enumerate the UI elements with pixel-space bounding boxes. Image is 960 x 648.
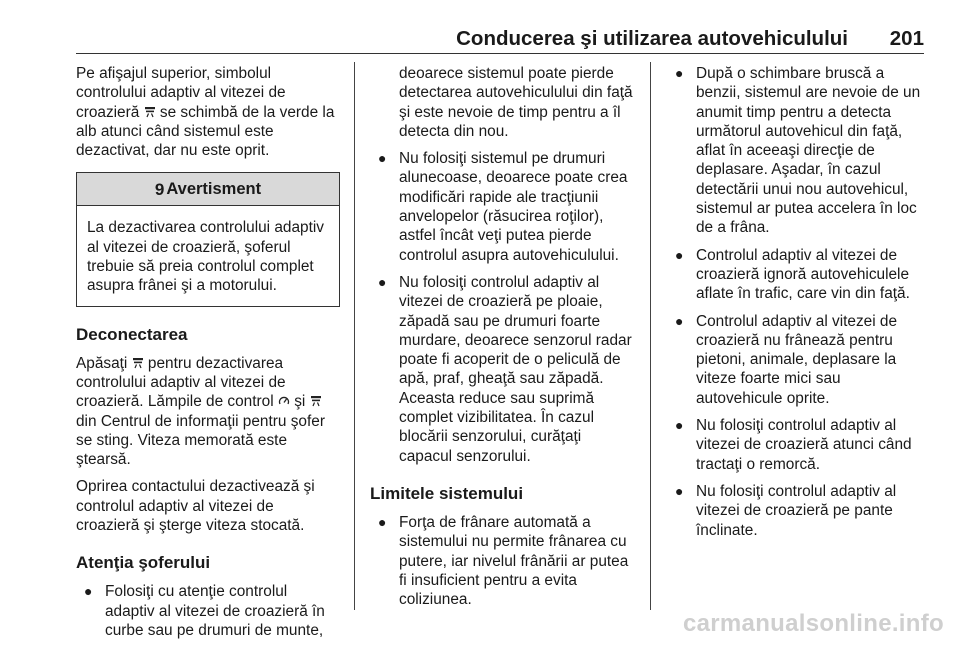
column-1 xyxy=(76,64,340,648)
list-item: ● Nu folosiţi controlul adaptiv al vitezei de croazieră pe ploaie, zăpadă sau pe drumuri foarte murdare, deoarece senzorul radar poate fi acoperit de o peliculă de apă, praf, gheaţă sau zăpadă. Aceasta reduce sau suprimă complet vizibilitatea. În cazul blocării senzorului, curăţaţi capacul senzorului. xyxy=(378,273,632,465)
deconectarea-paragraph: Apăsaţi pentru dezactivarea controlului adaptiv al vitezei de croazieră. Lămpile de control şi din Centrul de informaţii pentru şofer se sting. Viteza memorată este ştearsă. xyxy=(76,354,325,469)
cruise-control-speedometer-icon xyxy=(278,395,290,407)
column-3 xyxy=(667,64,929,548)
header-rule xyxy=(76,53,924,54)
column-divider xyxy=(650,62,651,610)
section-heading-limitele: Limitele sistemului xyxy=(370,483,524,503)
list-item: ● Folosiţi cu atenţie controlul adaptiv al vitezei de croazieră în curbe sau pe drumuri de munte, xyxy=(84,583,325,639)
column-divider xyxy=(354,62,355,610)
page-header xyxy=(0,0,960,54)
list-item-continuation: deoarece sistemul poate pierde detectarea autovehiculului din faţă şi este nevoie de timp pentru a îl detecta din nou. xyxy=(399,65,633,140)
warning-body: La dezactivarea controlului adaptiv al vitezei de croazieră, şoferul trebuie să preia controlul complet asupra frânei şi a motorului. xyxy=(87,219,324,295)
warning-box xyxy=(76,172,340,306)
list-item: ● Nu folosiţi controlul adaptiv al vitezei de croazieră pe pante înclinate. xyxy=(675,482,897,539)
warning-title: Avertisment xyxy=(166,179,262,198)
adaptive-cruise-control-icon xyxy=(310,395,322,407)
list-item: ● Forţa de frânare automată a sistemului nu permite frânarea cu putere, iar nivelul frânării ar putea fi insuficient pentru a evita coliziunea. xyxy=(378,513,629,609)
page-number: 201 xyxy=(889,27,924,50)
warning-header xyxy=(77,173,339,206)
oprirea-paragraph: Oprirea contactului dezactivează şi controlul adaptiv al vitezei de croazieră şi şterge viteza stocată. xyxy=(76,478,315,535)
list-item: ● Controlul adaptiv al vitezei de croazieră ignoră autovehiculele aflate în trafic, care vin din faţă. xyxy=(675,246,910,303)
bullet-list xyxy=(370,513,636,609)
list-item: ● După o schimbare bruscă a benzii, sistemul are nevoie de un anumit timp pentru a detecta următorul autovehicul din faţă, aflat în aceeaşi direcţie de deplasare. Aşadar, în cazul detectării unui nou autovehicul, sistemul ar putea accelera în loc de a frâna. xyxy=(675,65,921,237)
bullet-list xyxy=(76,582,340,640)
watermark: carmanualsonline.info xyxy=(682,610,944,637)
column-2 xyxy=(370,64,636,617)
list-item: ● Controlul adaptiv al vitezei de croazieră nu frânează pentru pietoni, animale, deplasare la viteze foarte mici sau autovehicule oprite. xyxy=(675,312,898,407)
section-heading-atentia: Atenţia şoferului xyxy=(76,553,211,573)
bullet-list xyxy=(667,64,929,540)
adaptive-cruise-control-icon xyxy=(132,357,144,369)
intro-paragraph: Pe afişajul superior, simbolul controlului adaptiv al vitezei de croazieră se schimbă de la verde la alb atunci când sistemul este dezactivat, dar nu este oprit. xyxy=(76,65,335,160)
section-heading-deconectarea: Deconectarea xyxy=(76,324,188,344)
list-item: ● Nu folosiţi sistemul pe drumuri alunecoase, deoarece poate crea modificări rapide ale tracţiunii anvelopelor (răsucirea roţilor), astfel încât veţi putea pierde controlul asupra autovehiculului. xyxy=(378,150,628,264)
adaptive-cruise-control-icon xyxy=(144,106,156,118)
list-item: ● Nu folosiţi controlul adaptiv al vitezei de croazieră atunci când tractaţi o remorcă. xyxy=(675,417,912,473)
warning-triangle-icon: 9 xyxy=(154,179,165,199)
page-title: Conducerea şi utilizarea autovehiculului xyxy=(456,27,848,50)
bullet-list xyxy=(370,64,636,466)
